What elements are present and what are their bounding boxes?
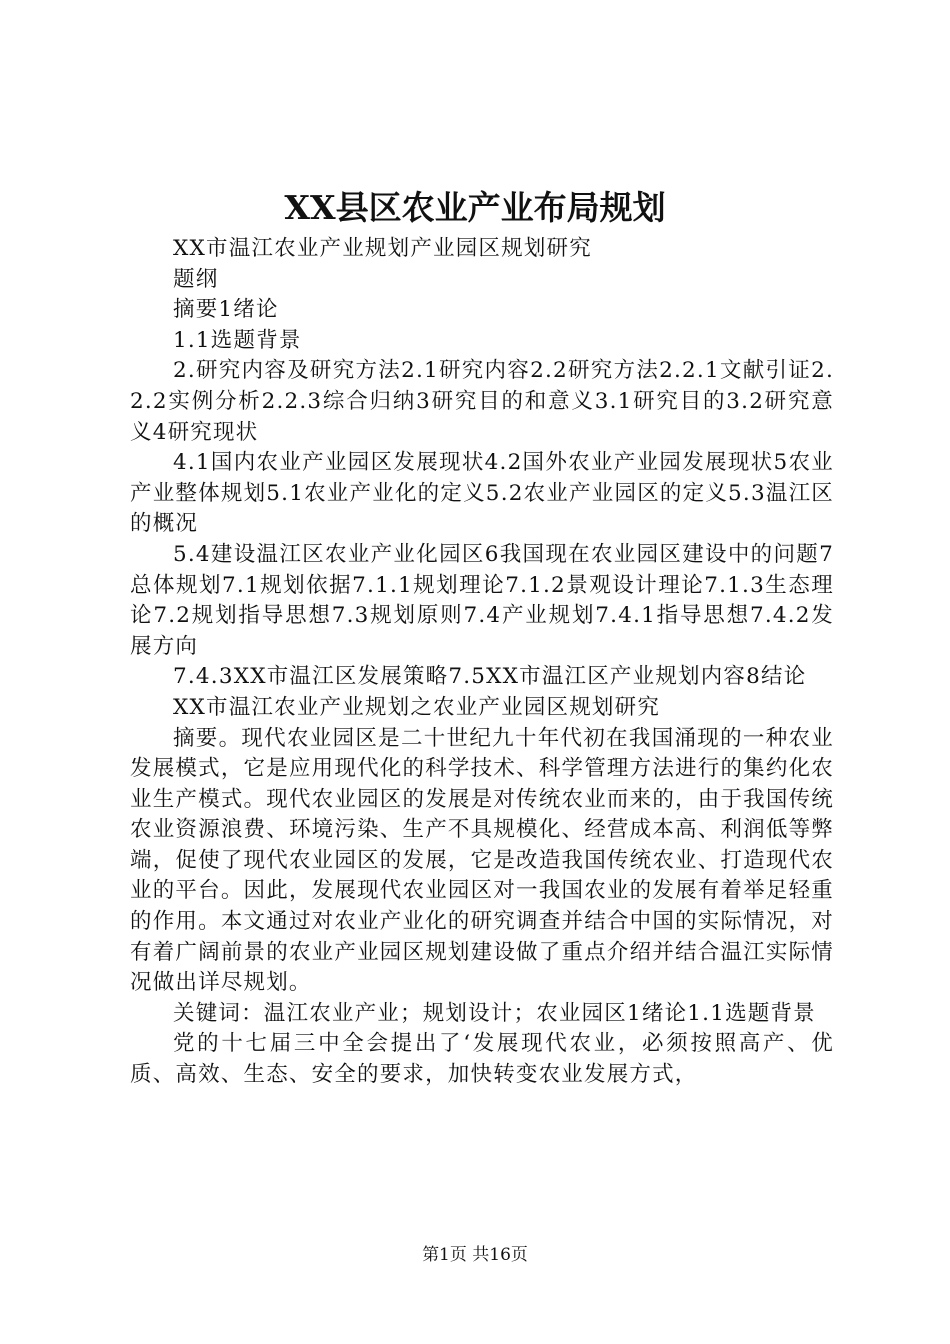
toc-paragraph: 7.4.3XX市温江区发展策略7.5XX市温江区产业规划内容8结论 (173, 664, 807, 690)
abstract-paragraph: 摘要。现代农业园区是二十世纪九十年代初在我国涌现的一种农业发展模式，它是应用现代化的科学技术、科学管理方法进行的集约化农业生产模式。现代农业园区的发展是对传统农业而来的，由于我国传统农业资源浪费、环境污染、生产不具规模化、经营成本高、利润低等弊端，促使了现代农业园区的发展，它是改造我国传统农业、打造现代农业的平台。因此，发展现代农业园区对一我国农业的发展有着举足轻重的作用。本文通过对农业产业化的研究调查并结合中国的实际情况，对有着广阔前景的农业产业园区规划建设做了重点介绍并结合温江实际情况做出详尽规划。 (130, 725, 834, 996)
page-footer: 第1页 共16页 (422, 1245, 528, 1265)
toc-paragraph: 4.1国内农业产业园区发展现状4.2国外农业产业园发展现状5农业产业整体规划5.1农业产业化的定义5.2农业产业园区的定义5.3温江区的概况 (130, 450, 834, 537)
toc-label: 题纲 (173, 266, 219, 292)
document-body (130, 234, 834, 1091)
body-paragraph: 党的十七届三中全会提出了‘发展现代农业，必须按照高产、优质、高效、生态、安全的要求，加快转变农业发展方式， (130, 1031, 834, 1088)
keywords-paragraph: 关键词：温江农业产业；规划设计；农业园区1绪论1.1选题背景 (173, 1000, 816, 1026)
toc-heading-line: XX市温江农业产业规划产业园区规划研究 (173, 236, 592, 261)
section-heading: XX市温江农业产业规划之农业产业园区规划研究 (173, 694, 661, 720)
toc-line: 摘要1绪论 (173, 297, 279, 323)
toc-line: 1.1选题背景 (173, 327, 302, 353)
toc-paragraph: 2.研究内容及研究方法2.1研究内容2.2研究方法2.2.1文献引证2.2.2实例分析2.2.3综合归纳3研究目的和意义3.1研究目的3.2研究意义4研究现状 (130, 358, 834, 445)
toc-paragraph: 5.4建设温江区农业产业化园区6我国现在农业园区建设中的问题7总体规划7.1规划依据7.1.1规划理论7.1.2景观设计理论7.1.3生态理论7.2规划指导思想7.3规划原则7.4产业规划7.4.1指导思想7.4.2发展方向 (130, 541, 834, 659)
document-title: XX县区农业产业布局规划 (284, 188, 666, 227)
